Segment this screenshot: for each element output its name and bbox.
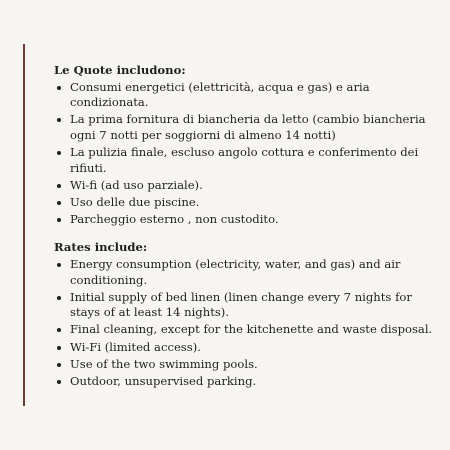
bullet-icon (57, 380, 61, 384)
list-item (54, 145, 438, 176)
list-item (54, 340, 438, 356)
list-item (54, 290, 438, 321)
list-item-text: Uso delle due piscine. (70, 194, 200, 209)
list-item (54, 178, 438, 194)
bullet-icon (57, 328, 61, 332)
list-item-text: Final cleaning, except for the kitchenette and waste disposal. (70, 322, 433, 337)
list-item-text: Wi-fi (ad uso parziale). (70, 177, 203, 192)
list-item-text: Energy consumption (electricity, water, and gas) and air conditioning. (70, 257, 401, 287)
list-item-text: Wi-Fi (limited access). (70, 339, 201, 354)
section-italian (54, 63, 438, 227)
list-item-text: La prima fornitura di biancheria da letto (cambio biancheria ogni 7 notti per soggiorni di almeno 14 notti) (70, 112, 426, 142)
list-item (54, 357, 438, 373)
bullet-icon (57, 346, 61, 350)
list-item-text: La pulizia finale, escluso angolo cottura e conferimento dei rifiuti. (70, 144, 419, 175)
bullet-list-english (54, 257, 438, 389)
list-item (54, 322, 438, 338)
list-item-text: Outdoor, unsupervised parking. (70, 373, 257, 388)
list-item (54, 112, 438, 143)
bullet-icon (57, 201, 61, 205)
list-item-text: Consumi energetici (elettricità, acqua e gas) e aria condizionata. (70, 79, 370, 110)
accent-divider-bar (23, 44, 25, 406)
bullet-icon (57, 263, 61, 267)
list-item-text: Use of the two swimming pools. (70, 356, 258, 371)
list-item-text: Initial supply of bed linen (linen change every 7 nights for stays of at least 14 nights). (70, 289, 412, 320)
bullet-icon (57, 363, 61, 367)
bullet-icon (57, 86, 61, 90)
rates-document (54, 63, 438, 391)
list-item-text: Parcheggio esterno , non custodito. (70, 211, 279, 226)
bullet-icon (57, 151, 61, 155)
list-item (54, 257, 438, 288)
list-item (54, 195, 438, 211)
bullet-list-italian (54, 80, 438, 228)
list-item (54, 374, 438, 390)
bullet-icon (57, 218, 61, 222)
bullet-icon (57, 184, 61, 188)
bullet-icon (57, 296, 61, 300)
bullet-icon (57, 118, 61, 122)
section-title-italian: Le Quote includono: (54, 63, 186, 77)
section-english (54, 240, 438, 389)
list-item (54, 80, 438, 111)
list-item (54, 212, 438, 228)
section-title-english: Rates include: (54, 240, 148, 255)
